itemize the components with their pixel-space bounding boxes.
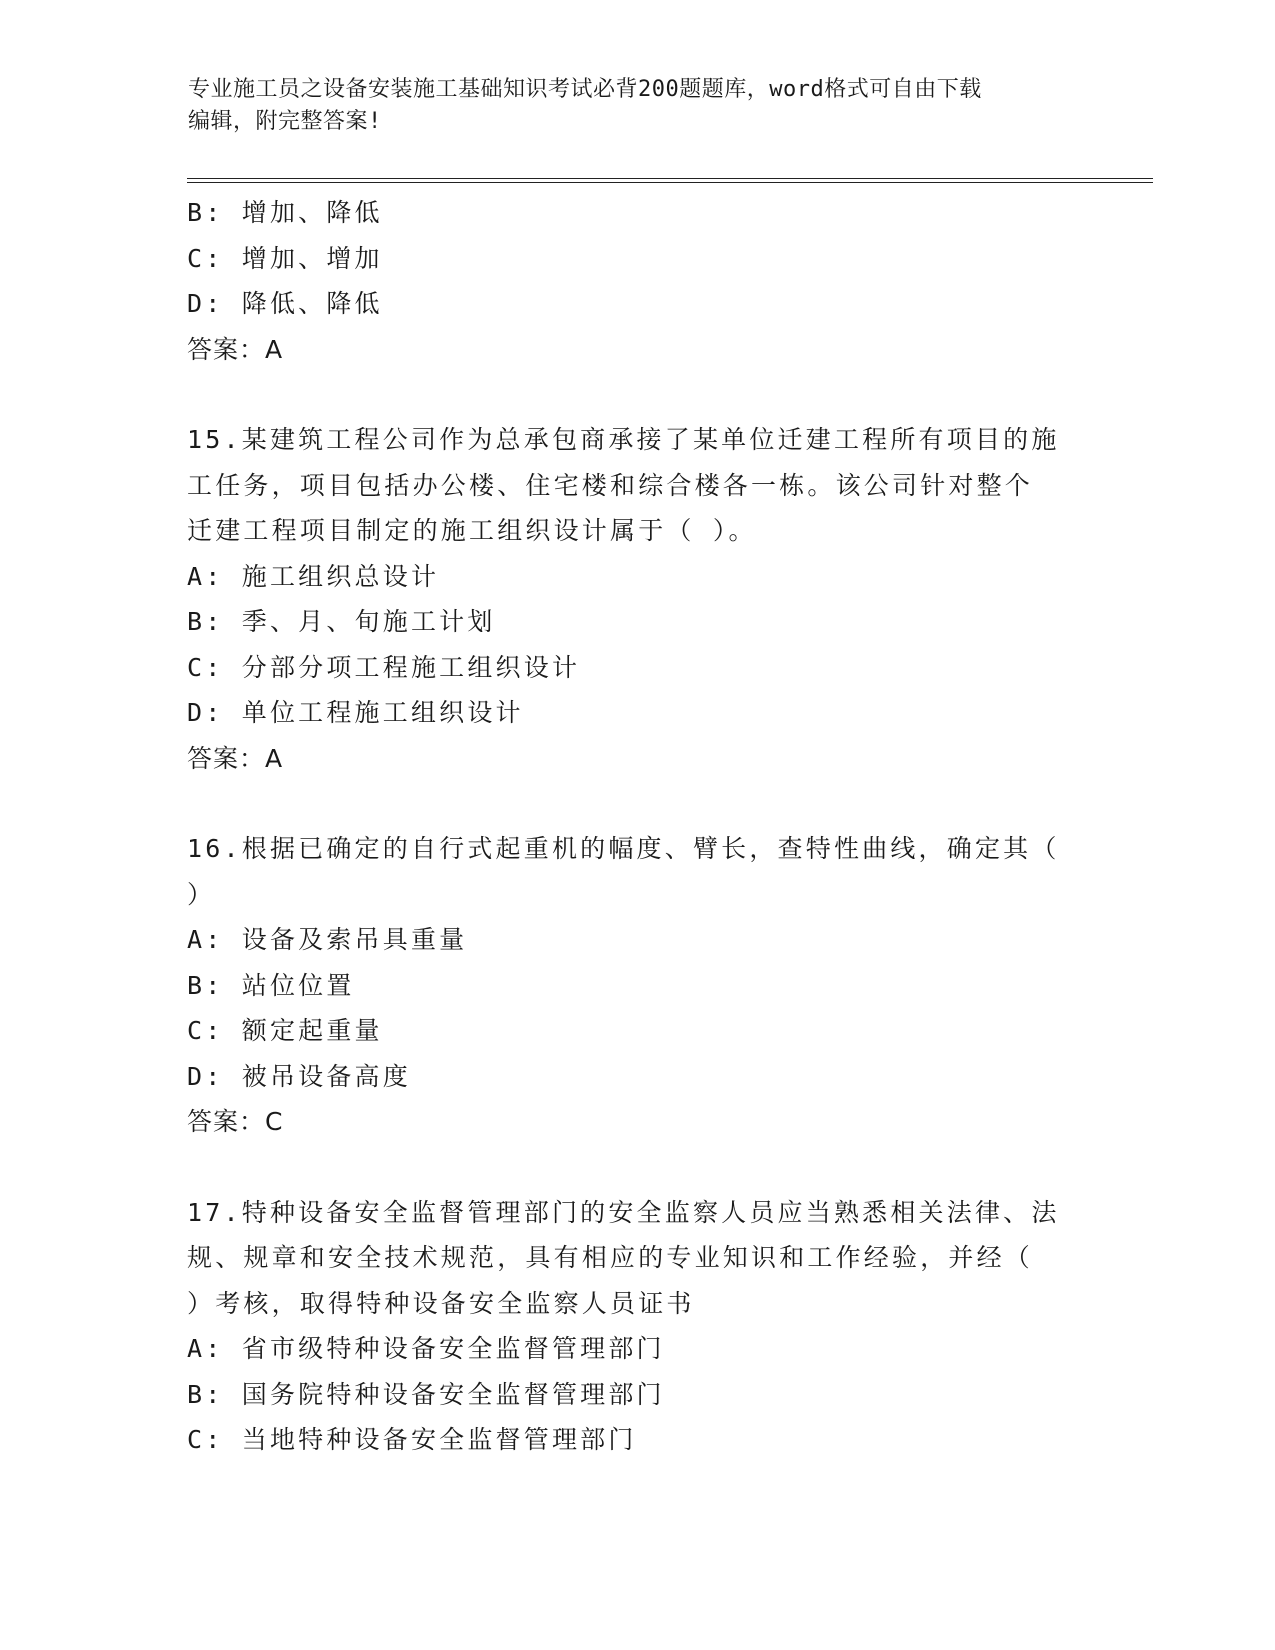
question-15 <box>187 417 1087 781</box>
spacer <box>187 1145 1087 1190</box>
question-text-line: ） <box>187 879 216 909</box>
answer-label: 答案：C <box>187 1107 284 1136</box>
question-list <box>187 190 1087 1463</box>
header-divider <box>187 178 1153 183</box>
option-c: C: 增加、增加 <box>187 243 383 273</box>
answer-label: 答案：A <box>187 743 284 773</box>
question-text-line: 工任务，项目包括办公楼、住宅楼和综合楼各一栋。该公司针对整个 <box>187 470 1034 500</box>
question-17 <box>187 1190 1087 1463</box>
option-b: B: 增加、降低 <box>187 198 383 227</box>
option-c: C: 额定起重量 <box>187 1016 383 1045</box>
option-a: A: 省市级特种设备安全监督管理部门 <box>187 1334 665 1363</box>
option-b: B: 国务院特种设备安全监督管理部门 <box>187 1379 665 1409</box>
option-b: B: 站位位置 <box>187 970 355 1000</box>
option-a: A: 施工组织总设计 <box>187 561 440 591</box>
spacer <box>187 781 1087 826</box>
option-a: A: 设备及索吊具重量 <box>187 925 468 954</box>
question-text-line: 迁建工程项目制定的施工组织设计属于（ ）。 <box>187 516 757 545</box>
question-16 <box>187 826 1087 1145</box>
option-c: C: 当地特种设备安全监督管理部门 <box>187 1425 637 1454</box>
spacer <box>187 372 1087 417</box>
question-text-line: 16.根据已确定的自行式起重机的幅度、臂长，查特性曲线，确定其（ <box>187 834 1060 863</box>
question-text-line: ）考核，取得特种设备安全监察人员证书 <box>187 1288 695 1318</box>
option-d: D: 被吊设备高度 <box>187 1061 411 1091</box>
question-14-continued <box>187 190 1087 372</box>
question-text-line: 17.特种设备安全监督管理部门的安全监察人员应当熟悉相关法律、法 <box>187 1197 1060 1227</box>
option-b: B: 季、月、旬施工计划 <box>187 607 496 636</box>
question-text-line: 规、规章和安全技术规范，具有相应的专业知识和工作经验，并经（ <box>187 1243 1034 1272</box>
header-line: 专业施工员之设备安装施工基础知识考试必背200题题库，word格式可自由下载 <box>188 77 982 102</box>
option-d: D: 单位工程施工组织设计 <box>187 698 524 727</box>
option-c: C: 分部分项工程施工组织设计 <box>187 652 581 682</box>
header-line: 编辑，附完整答案! <box>188 109 382 134</box>
document-header <box>188 74 1088 138</box>
option-d: D: 降低、降低 <box>187 289 383 318</box>
answer-label: 答案：A <box>187 334 284 364</box>
question-text-line: 15.某建筑工程公司作为总承包商承接了某单位迁建工程所有项目的施 <box>187 425 1060 454</box>
